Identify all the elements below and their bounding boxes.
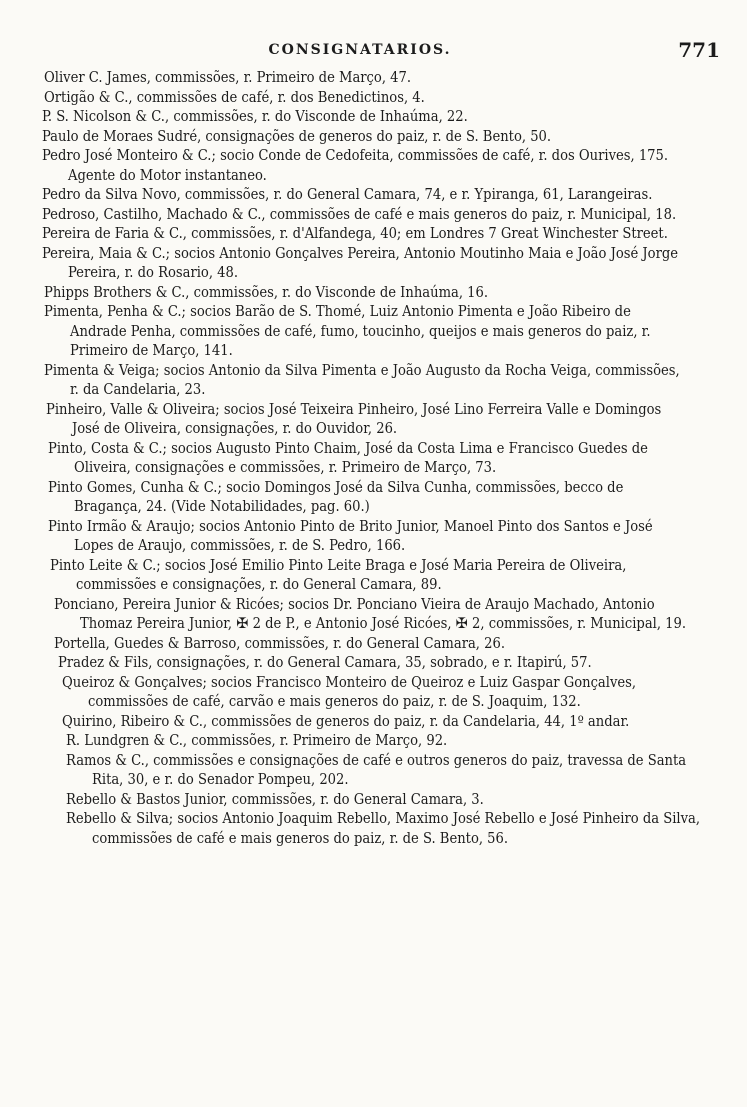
- directory-entry: Portella, Guedes & Barroso, commissões, r. do General Camara, 26.: [54, 634, 506, 652]
- directory-entry: Paulo de Moraes Sudré, consignações de generos do paiz, r. de S. Bento, 50.: [42, 127, 552, 145]
- entry-list: [0, 68, 747, 848]
- directory-entry: Ramos & C., commissões e consignações de café e outros generos do paiz, travessa de Santa Rita, 30, e r. do Senador Pompeu, 202.: [66, 751, 687, 788]
- directory-entry: Oliver C. James, commissões, r. Primeiro de Março, 47.: [44, 69, 412, 86]
- directory-entry: Pedro da Silva Novo, commissões, r. do General Camara, 74, e r. Ypiranga, 61, Larangeiras.: [42, 186, 653, 203]
- directory-entry: Pinto Irmão & Araujo; socios Antonio Pinto de Brito Junior, Manoel Pinto dos Santos e José Lopes de Araujo, commissões, r. de S. Pedro, 166.: [48, 517, 653, 554]
- directory-entry: Pimenta, Penha & C.; socios Barão de S. Thomé, Luiz Antonio Pimenta e João Ribeiro de Andrade Penha, commissões de café, fumo, toucinho, queijos e mais generos do paiz, r. Primeiro de Março, 141.: [44, 303, 651, 359]
- directory-entry: Pradez & Fils, consignações, r. do General Camara, 35, sobrado, e r. Itapirú, 57.: [58, 654, 592, 671]
- directory-entry: P. S. Nicolson & C., commissões, r. do Visconde de Inhaúma, 22.: [42, 108, 468, 125]
- directory-entry: Pedroso, Castilho, Machado & C., commissões de café e mais generos do paiz, r. Municipal, 18.: [42, 205, 677, 223]
- directory-entry: Ortigão & C., commissões de café, r. dos Benedictinos, 4.: [44, 88, 425, 106]
- directory-entry: Pinheiro, Valle & Oliveira; socios José Teixeira Pinheiro, José Lino Ferreira Valle e Domingos José de Oliveira, consignações, r. do Ouvidor, 26.: [46, 400, 662, 437]
- directory-entry: Phipps Brothers & C., commissões, r. do Visconde de Inhaúma, 16.: [44, 283, 489, 301]
- directory-entry: Pinto Gomes, Cunha & C.; socio Domingos José da Silva Cunha, commissões, becco de Bragança, 24. (Vide Notabilidades, pag. 60.): [48, 478, 624, 515]
- directory-entry: Pedro José Monteiro & C.; socio Conde de Cedofeita, commissões de café, r. dos Ourives, 175. Agente do Motor instantaneo.: [42, 147, 669, 184]
- directory-entry: Pereira, Maia & C.; socios Antonio Gonçalves Pereira, Antonio Moutinho Maia e João José Jorge Pereira, r. do Rosario, 48.: [42, 244, 679, 281]
- directory-entry: R. Lundgren & C., commissões, r. Primeiro de Março, 92.: [66, 732, 448, 749]
- directory-entry: Rebello & Silva; socios Antonio Joaquim Rebello, Maximo José Rebello e José Pinheiro da Silva, commissões de café e mais generos do paiz, r. de S. Bento, 56.: [66, 810, 701, 847]
- directory-entry: Queiroz & Gonçalves; socios Francisco Monteiro de Queiroz e Luiz Gaspar Gonçalves, commissões de café, carvão e mais generos do paiz, r. de S. Joaquim, 132.: [62, 673, 637, 710]
- directory-entry: Pimenta & Veiga; socios Antonio da Silva Pimenta e João Augusto da Rocha Veiga, commissões, r. da Candelaria, 23.: [44, 361, 680, 398]
- directory-entry: Quirino, Ribeiro & C., commissões de generos do paiz, r. da Candelaria, 44, 1º andar.: [62, 712, 630, 730]
- page-header: [40, 38, 720, 66]
- directory-entry: Pinto, Costa & C.; socios Augusto Pinto Chaim, José da Costa Lima e Francisco Guedes de Oliveira, consignações e commissões, r. Primeiro de Março, 73.: [48, 439, 648, 476]
- page-title: CONSIGNATARIOS.: [268, 42, 452, 58]
- directory-entry: Pereira de Faria & C., commissões, r. d'Alfandega, 40; em Londres 7 Great Winchester Street.: [42, 225, 668, 242]
- directory-entry: Rebello & Bastos Junior, commissões, r. do General Camara, 3.: [66, 790, 484, 808]
- page-number: 771: [678, 38, 720, 62]
- directory-entry: Pinto Leite & C.; socios José Emilio Pinto Leite Braga e José Maria Pereira de Oliveira, commissões e consignações, r. do General Camara, 89.: [50, 556, 627, 593]
- directory-entry: Ponciano, Pereira Junior & Ricóes; socios Dr. Ponciano Vieira de Araujo Machado, Antonio Thomaz Pereira Junior, ✠ 2 de P., e Antonio José Ricóes, ✠ 2, commissões, r. Municipal, 19.: [54, 595, 687, 632]
